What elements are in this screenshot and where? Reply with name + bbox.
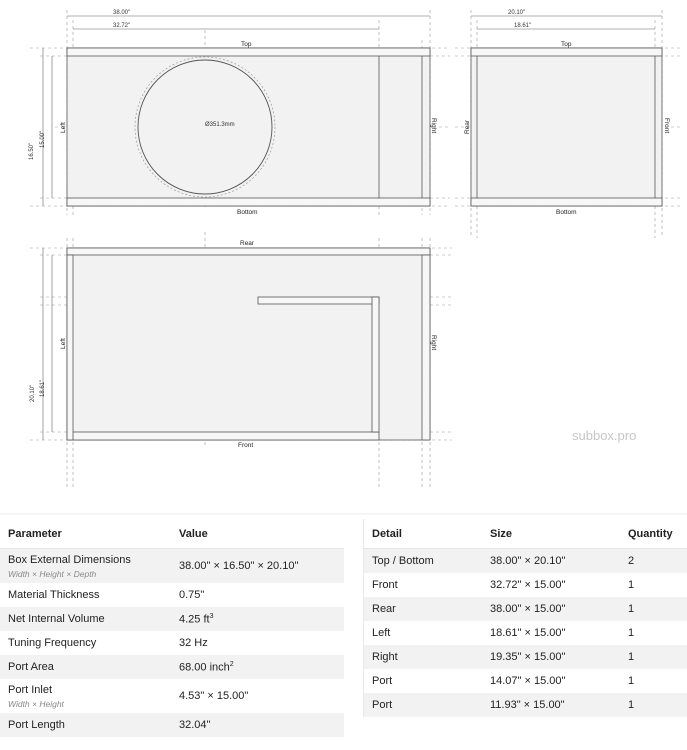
side-width-dim: 20.10"	[508, 10, 526, 16]
table-row	[0, 713, 344, 737]
table-row	[0, 679, 344, 713]
top-inner-depth-dim: 18.61"	[40, 379, 46, 397]
param-label: Port Length	[0, 713, 171, 737]
front-panel-outline	[67, 48, 430, 206]
cut-list-table	[363, 519, 687, 717]
table-row	[0, 607, 344, 631]
table-row	[364, 669, 687, 693]
unit-exponent: 3	[209, 612, 214, 620]
detail-size: 38.00" × 15.00"	[482, 597, 620, 621]
detail-qty: 1	[620, 645, 687, 669]
detail-size: 14.07" × 15.00"	[490, 675, 566, 687]
side-top-label: Top	[561, 41, 572, 48]
top-front-label: Front	[238, 442, 254, 449]
detail-size: 38.00" × 20.10"	[482, 549, 620, 574]
side-inner-width-dim: 18.61"	[514, 23, 532, 29]
front-view	[30, 10, 450, 215]
port-wall-horizontal	[258, 297, 379, 304]
port-wall-vertical	[372, 297, 379, 432]
params-header-value: Value	[171, 519, 344, 549]
param-label: Port Area	[0, 655, 171, 679]
detail-name: Top / Bottom	[364, 549, 483, 574]
parameters-table	[0, 519, 344, 737]
front-top-label: Top	[241, 41, 252, 48]
front-inner-height-dim: 15.00"	[40, 130, 46, 148]
param-label: Tuning Frequency	[8, 637, 97, 649]
param-label: Net Internal Volume	[0, 607, 171, 631]
detail-qty: 1	[620, 597, 687, 621]
table-row	[364, 645, 687, 669]
param-value: 32 Hz	[179, 637, 208, 649]
detail-size: 11.93" × 15.00"	[482, 693, 620, 717]
table-row	[0, 631, 344, 655]
side-front-label: Front	[663, 118, 670, 134]
driver-diameter-label: Ø351.3mm	[205, 122, 235, 128]
param-value: 0.75"	[179, 589, 205, 601]
table-row	[0, 655, 344, 679]
detail-qty: 1	[628, 675, 635, 687]
param-value: 4.53" × 15.00"	[179, 690, 249, 702]
param-value: 32.04"	[171, 713, 344, 737]
watermark: subbox.pro	[572, 428, 637, 443]
detail-name: Right	[364, 645, 483, 669]
detail-qty: 1	[628, 579, 635, 591]
details-header-size: Size	[482, 519, 620, 549]
details-header-quantity: Quantity	[620, 519, 687, 549]
param-label: Material Thickness	[8, 589, 100, 601]
front-left-label: Left	[60, 122, 67, 133]
detail-size: 18.61" × 15.00"	[490, 627, 566, 639]
detail-qty: 1	[628, 627, 635, 639]
detail-size: 19.35" × 15.00"	[482, 645, 620, 669]
detail-name: Front	[372, 579, 398, 591]
top-rear-label: Rear	[240, 240, 255, 247]
params-header-parameter: Parameter	[0, 519, 171, 549]
front-width-dim: 38.00"	[113, 10, 131, 16]
table-row	[364, 549, 687, 574]
param-sublabel: Width × Height × Depth	[8, 568, 97, 579]
details-header-detail: Detail	[364, 519, 483, 549]
front-inner-width-dim: 32.72"	[113, 23, 131, 29]
detail-qty: 1	[620, 693, 687, 717]
front-bottom-label: Bottom	[237, 209, 258, 216]
top-left-label: Left	[60, 338, 67, 349]
param-label: Box External Dimensions Width × Height × Depth	[0, 549, 171, 584]
front-right-label: Right	[430, 118, 437, 134]
top-right-label: Right	[430, 335, 437, 351]
param-value: 38.00" × 16.50" × 20.10"	[171, 549, 344, 584]
side-rear-label: Rear	[464, 119, 471, 134]
table-row	[364, 597, 687, 621]
front-height-dim: 16.50"	[29, 142, 35, 160]
detail-name: Rear	[364, 597, 483, 621]
param-label: Port Inlet Width × Height	[0, 679, 171, 713]
table-row	[364, 693, 687, 717]
param-value: 4.25 $ft^3$	[171, 607, 344, 631]
detail-name: Left	[372, 627, 391, 639]
top-view	[30, 232, 452, 490]
table-row	[364, 621, 687, 645]
top-depth-dim: 20.10"	[30, 384, 36, 402]
table-row	[0, 583, 344, 607]
detail-qty: 2	[620, 549, 687, 574]
param-value: 68.00 inch$^2$	[171, 655, 344, 679]
detail-name: Port	[364, 693, 483, 717]
side-bottom-label: Bottom	[556, 209, 577, 216]
detail-name: Port	[372, 675, 393, 687]
table-row	[0, 549, 344, 584]
detail-size: 32.72" × 15.00"	[490, 579, 566, 591]
param-sublabel: Width × Height	[8, 698, 64, 709]
unit-exponent: 2	[229, 660, 234, 668]
table-row	[364, 573, 687, 597]
